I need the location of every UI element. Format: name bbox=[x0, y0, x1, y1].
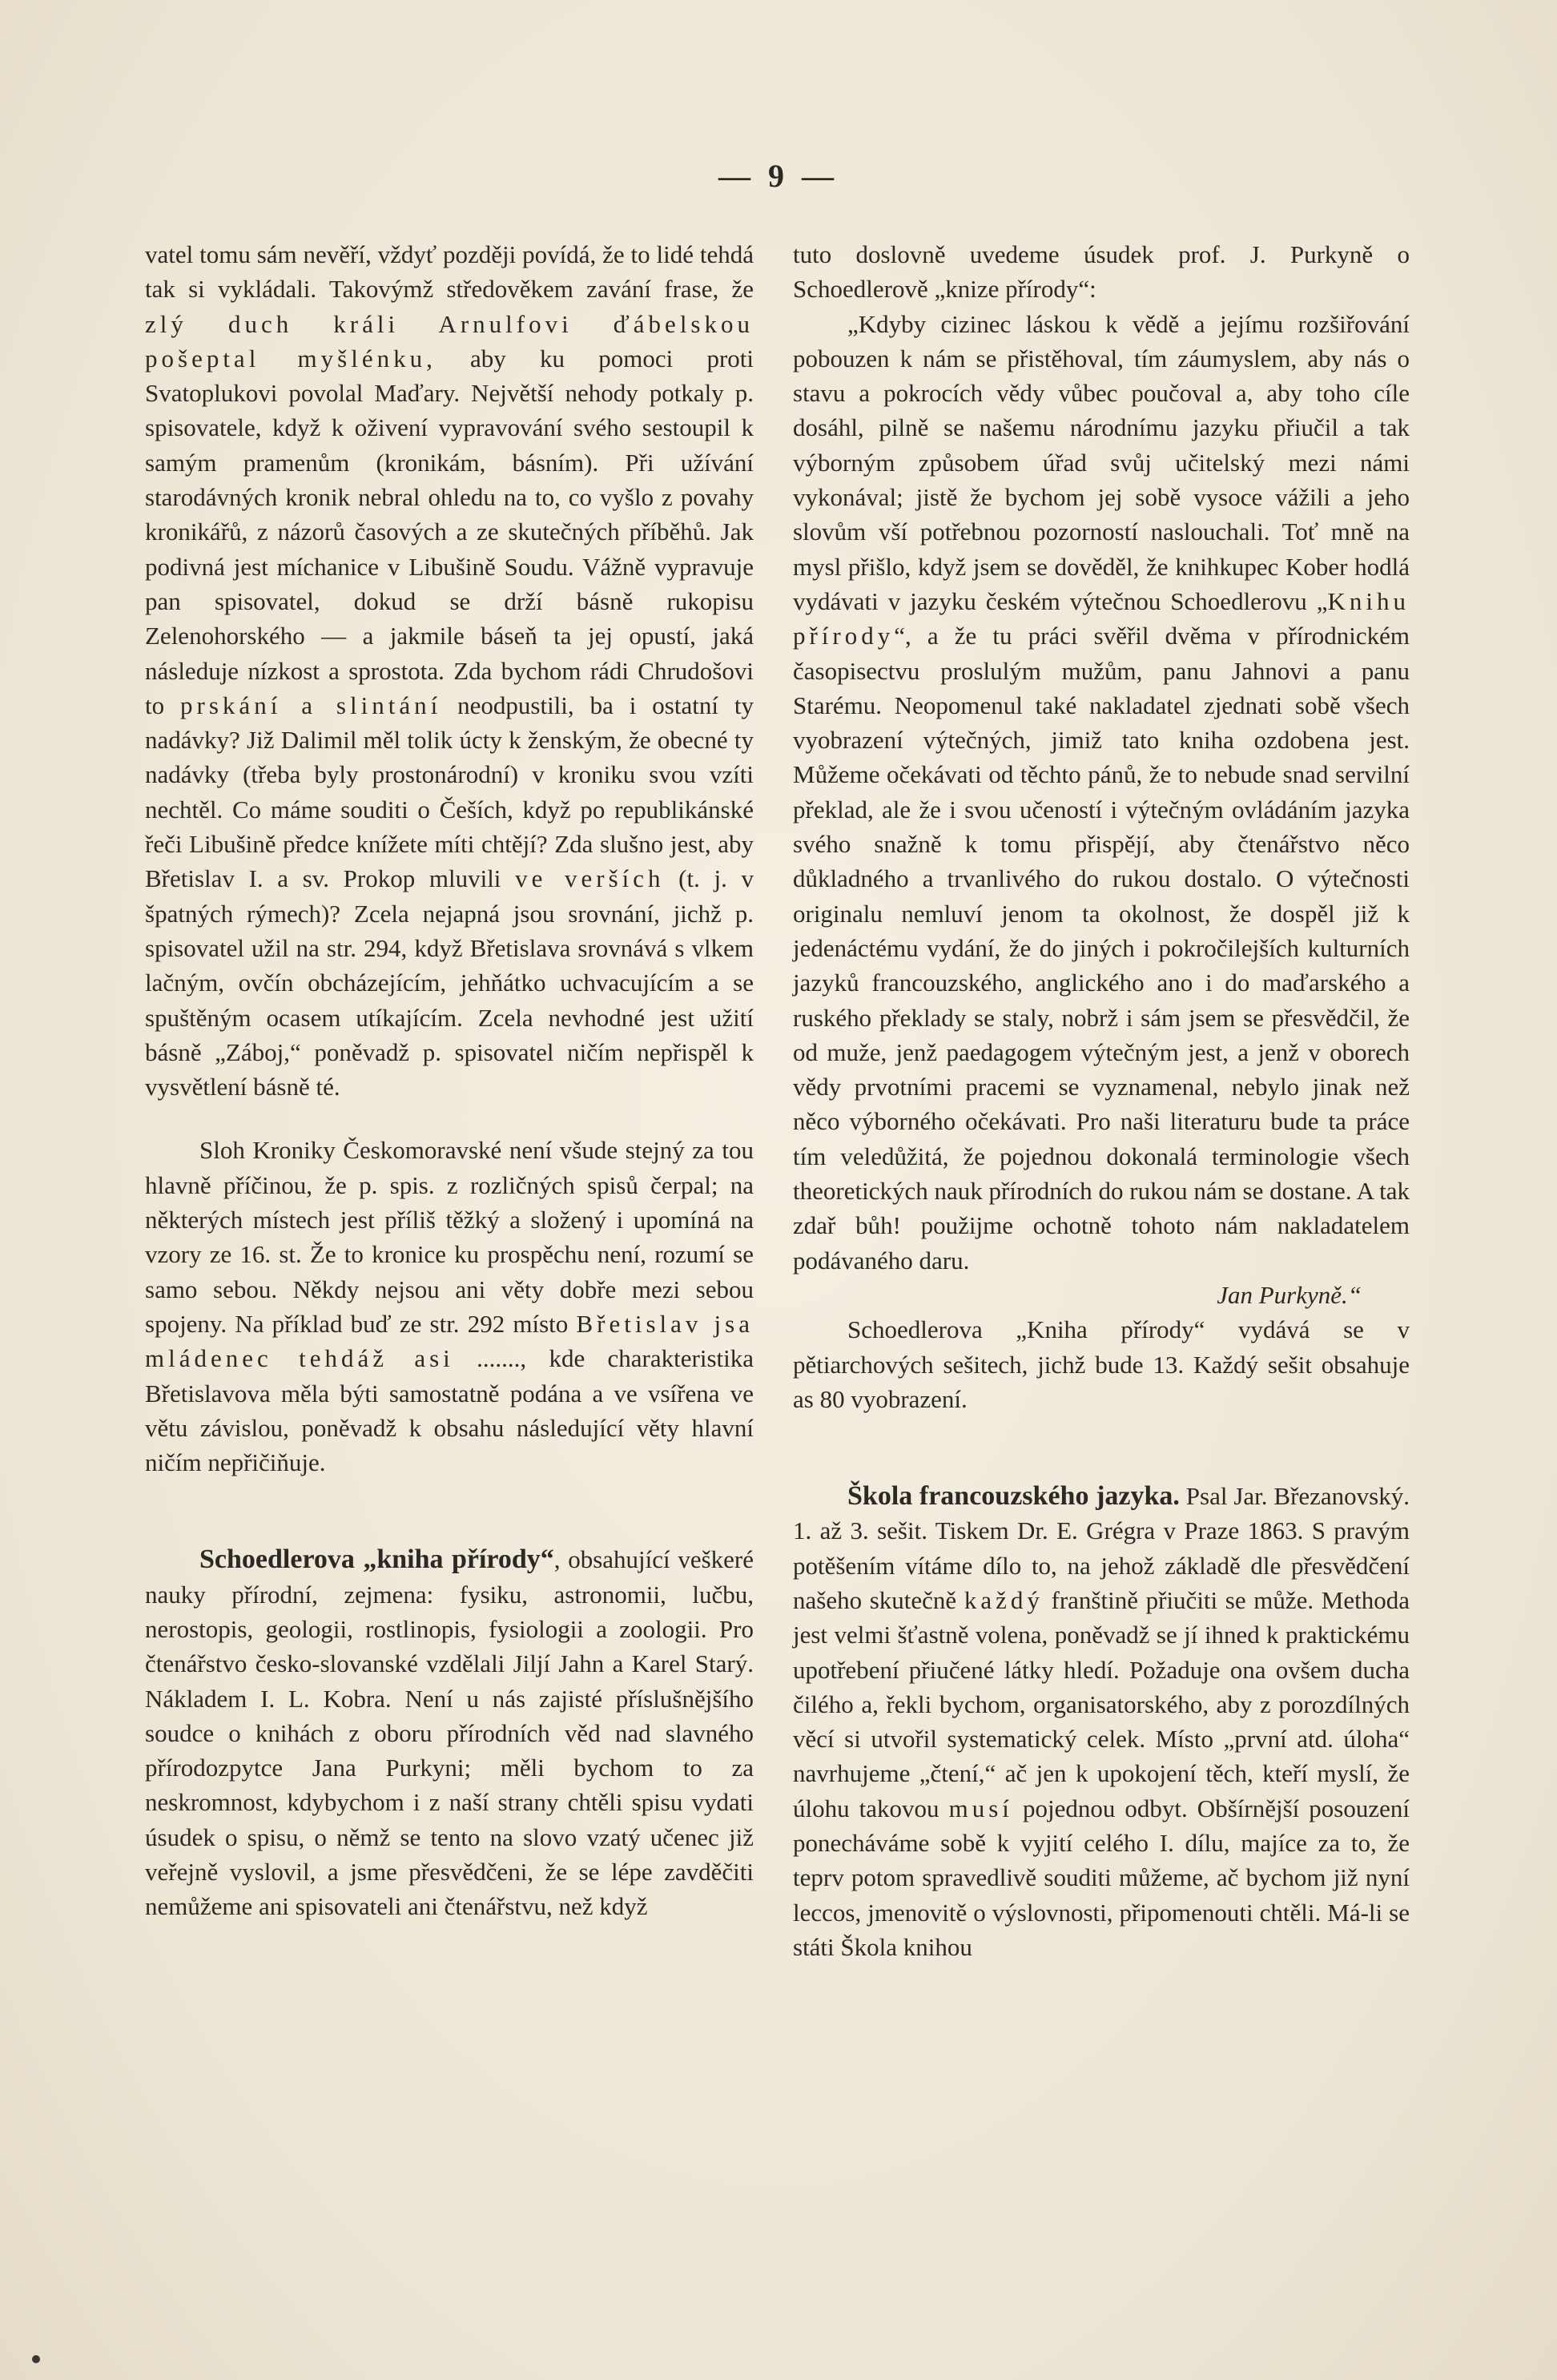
right-paragraph-1: tuto doslovně uvedeme úsudek prof. J. Purkyně o Schoedlerově „knize přírody“: bbox=[793, 240, 1410, 304]
text-run: franštině přiučiti se může. Methoda jest velmi šťastně volena, poněvadž se jí ihned k praktickému upotřebení přiučené látky hledí. Požaduje ona ovšem ducha čilého a, řekli bychom, organisatorského, aby z porozdílných věcí si utvořil systematický celek. Místo „první atd. úloha“ navrhujeme „čtení,“ ač jen k upokojení těch, kteří myslí, že úlohu takovou bbox=[793, 1585, 1410, 1822]
review-heading: Škola francouzského jazyka. bbox=[847, 1481, 1180, 1512]
review-schoedler bbox=[145, 1542, 754, 1923]
text-run: aby ku pomoci proti Svatoplukovi povolal Maďary. Největší nehody potkaly p. spisovatele, když k oživení vypravování svého sestoupil k samým pramenům (kronikám, básním). Při užívání starodávných kronik nebral ohledu na to, co vyšlo z povahy kronikářů, z názorů časových a ze skutečných příběhů. Jak podivná jest míchanice v Libušině Soudu. Vážně vypravuje pan spisovatel, dokud se drží básně rukopisu Zelenohorského — a jakmile báseň ta jej opustí, jaká následuje nízkost a sprostota. Zda bychom rádi Chrudošovi to bbox=[145, 344, 754, 719]
spaced-text: musí bbox=[948, 1794, 1013, 1822]
spaced-text: Břetislav jsa mládenec tehdáž asi bbox=[145, 1309, 754, 1373]
text-run: ......., kde charakteristika Břetislavova měla býti samostatně podána a ve vsířena ve větu závislou, poněvadž k obsahu následující věty hlavní ničím nepřičiňuje. bbox=[145, 1344, 754, 1477]
review-skola bbox=[793, 1479, 1410, 1964]
spaced-text: každý bbox=[964, 1585, 1044, 1614]
right-paragraph-3: Schoedlerova „Kniha přírody“ vydává se v pětiarchových sešitech, jichž bude 13. Každý sešit obsahuje as 80 vyobrazení. bbox=[793, 1315, 1410, 1413]
text-run: neodpustili, ba i ostatní ty nadávky? Již Dalimil měl tolik úcty k ženským, že obecné ty nadávky (třeba byly prostonárodní) v kroniku svou vzíti nechtěl. Co máme souditi o Češích, když po republikánské řeči Libušině předce knížete míti chtějí? Zda slušno jest, aby Břetislav I. a sv. Prokop mluvili bbox=[145, 691, 754, 893]
purkyne-quote bbox=[793, 307, 1410, 1278]
spaced-text: zlý duch králi Arnulfovi ďábelskou pošeptal myšlénku, bbox=[145, 309, 754, 373]
right-column bbox=[793, 237, 1410, 1964]
review-heading: Schoedlerova „kniha přírody“ bbox=[199, 1544, 554, 1575]
page-number: — 9 — bbox=[718, 158, 839, 194]
spaced-text: prskání a slintání bbox=[180, 691, 442, 719]
text-run: Sloh Kroniky Českomoravské není všude stejný za tou hlavně příčinou, že p. spis. z rozličných spisů čerpal; na některých místech jest příliš těžký a složený i upomíná na vzory ze 16. st. Že to kronice ku prospěchu není, rozumí se samo sebou. Někdy nejsou ani věty dobře mezi sebou spojeny. Na příklad buď ze str. 292 místo bbox=[145, 1136, 754, 1338]
text-run: „Kdyby cizinec láskou k vědě a jejímu rozšiřování pobouzen k nám se přistěhoval, tím záumyslem, aby nás o stavu a pokrocích vědy vůbec poučoval a, aby toho cíle dosáhl, pilně se našemu národnímu jazyku přiučil a tak výborným způsobem úřad svůj učitelský mezi námi vykonával; jistě že bychom jej sobě vysoce vážili a jeho slovům vší potřebnou pozorností naslouchali. Toť mně na mysl přišlo, když jsem se dověděl, že knihkupec Kober hodlá vydávati v jazyku českém výtečnou Schoedlerovu „ bbox=[793, 309, 1410, 615]
ink-dot bbox=[32, 2355, 40, 2363]
text-run: (t. j. v špatných rýmech)? Zcela nejapná jsou srovnání, jichž p. spisovatel užil na str. 294, když Břetislava srovnává s vlkem lačným, ovčín obcházejícím, jehňátko uchvacujícím a se spuštěným ocasem utíkajícím. Zcela nevhodné jest užití básně „Záboj,“ poněvadž p. spisovatel ničím nepřispěl k vysvětlení básně té. bbox=[145, 864, 754, 1101]
left-paragraph-2 bbox=[145, 1133, 754, 1480]
text-run: pojednou odbyt. Obšírnější posouzení ponecháváme sobě k vyjití celého I. dílu, majíce za to, že teprv potom spravedlivě souditi můžeme, ač bychom již nyní leccos, jmenovitě o výslovnosti, připomenouti chtěli. Má-li se státi Škola knihou bbox=[793, 1794, 1410, 1961]
left-paragraph-1 bbox=[145, 237, 754, 1104]
spaced-text: Knihu přírody bbox=[793, 586, 1410, 650]
signature: Jan Purkyně.“ bbox=[1217, 1280, 1362, 1309]
text-run: Psal Jar. Březanovský. 1. až 3. sešit. Tiskem Dr. E. Grégra v Praze 1863. S pravým potěšením vítáme dílo to, na jehož základě dle přesvědčení našeho skutečně bbox=[793, 1482, 1410, 1614]
text-run: vatel tomu sám nevěří, vždyť později povídá, že to lidé tehdá tak si vykládali. Takovýmž středověkem zavání frase, že bbox=[145, 240, 754, 304]
text-run: “, a že tu práci svěřil dvěma v přírodnickém časopisectvu proslulým mužům, panu Jahnovi a panu Starému. Neopomenul také nakladatel zjednati sobě všech vyobrazení výtečných, jimiž tato kniha ozdobena jest. Můžeme očekávati od těchto pánů, že to nebude snad servilní překlad, ale že i svou učeností i výtečným ovládáním jazyka svého snažně k tomu přispějí, aby čtenářstvo něco důkladného a trvanlivého do rukou dostalo. O výtečnosti originalu nemluví jenom ta okolnost, že dospěl již k jedenáctému vydání, že do jiných i pokročilejších kulturních jazyků francouzského, anglického ano i do maďarského a ruského překlady se staly, nobrž i sám jsem se přesvědčil, že od muže, jenž paedagogem výtečným jest, a jenž v oborech vědy prvotními pracemi se vyznamenal, nebylo jinak než něco výborného očekávati. Pro naši literaturu bude ta práce tím veledůžitá, že pojednou dokonalá terminologie všech theoretických nauk přírodních do rukou nám se dostane. A tak zdař bůh! použijme ochotně tohoto nám nakladatelem podávaného daru. bbox=[793, 622, 1410, 1275]
left-column bbox=[145, 237, 754, 1924]
spaced-text: ve verších bbox=[515, 864, 665, 893]
text-run: , obsahující veškeré nauky přírodní, zejmena: fysiku, astronomii, lučbu, nerostopis, geologii, rostlinopis, fysiologii a zoologii. Pro čtenářstvo česko-slovanské vzdělali Jiljí Jahn a Karel Starý. Nákladem I. L. Kobra. Není u nás zajisté příslušnějšího soudce o knihách z oboru přírodních věd nad slavného přírodozpytce Jana Purkyni; měli bychom to za neskromnost, kdybychom i z naší strany chtěli spisu vydati úsudek o spisu, o němž se tento na slovo vzatý učenec již veřejně vyslovil, a jsme přesvědčeni, že se lépe zavděčiti nemůžeme ani spisovateli ani čtenářstvu, než když bbox=[145, 1545, 754, 1921]
